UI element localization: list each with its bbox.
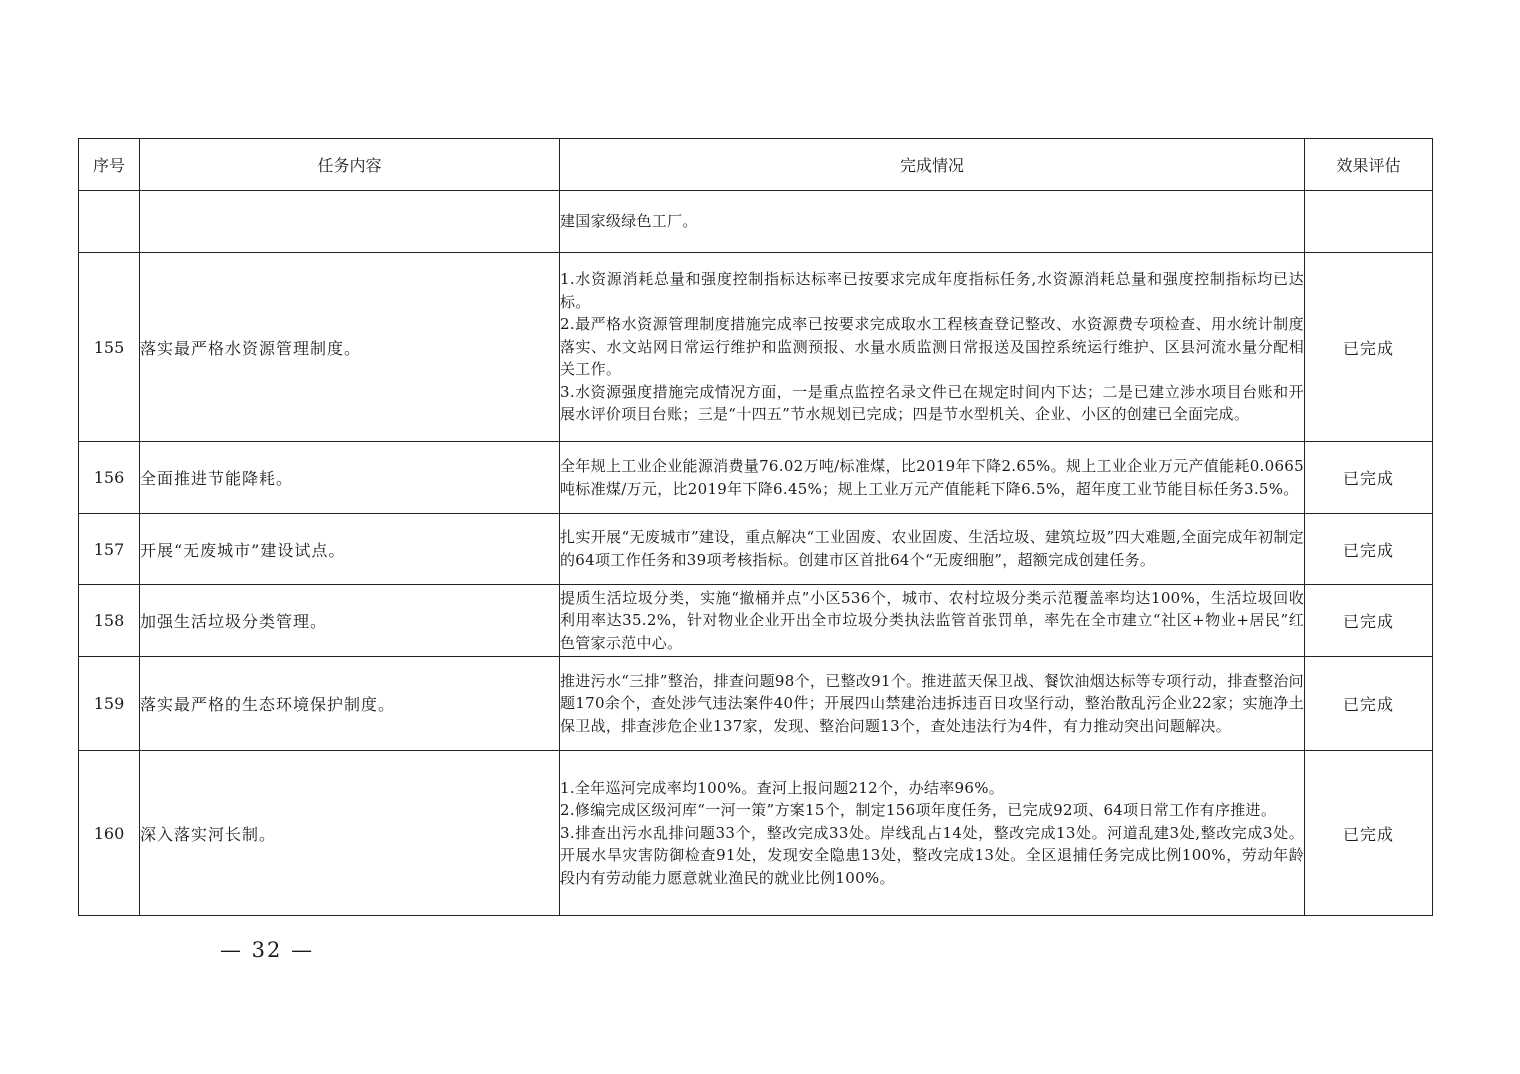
- row-seq: 159: [79, 657, 140, 751]
- row-eval: 已完成: [1305, 657, 1433, 751]
- row-task: 开展“无废城市”建设试点。: [140, 514, 560, 585]
- table-row: [79, 442, 1433, 514]
- table-row: [79, 514, 1433, 585]
- detail-paragraph: 推进污水“三排”整治，排查问题98个，已整改91个。推进蓝天保卫战、餐饮油烟达标等专项行动，排查整治问题170余个，查处涉气违法案件40件；开展四山禁建治违拆违百日攻坚行动，整治散乱污企业22家；实施净土保卫战，排查涉危企业137家，发现、整治问题13个，查处违法行为4件，有力推动突出问题解决。: [560, 671, 1304, 735]
- row-task: [140, 191, 560, 253]
- row-detail: [560, 751, 1305, 916]
- row-eval: 已完成: [1305, 514, 1433, 585]
- detail-paragraph: 扎实开展“无废城市”建设，重点解决“工业固废、农业固废、生活垃圾、建筑垃圾”四大难题,全面完成年初制定的64项工作任务和39项考核指标。创建市区首批64个“无废细胞”，超额完成创建任务。: [560, 528, 1304, 569]
- page-number: — 32 —: [220, 938, 315, 962]
- row-task: 深入落实河长制。: [140, 751, 560, 916]
- detail-paragraph: 1.水资源消耗总量和强度控制指标达标率已按要求完成年度指标任务,水资源消耗总量和强度控制指标均已达标。: [560, 269, 1304, 311]
- detail-paragraph: 提质生活垃圾分类，实施“撤桶并点”小区536个，城市、农村垃圾分类示范覆盖率均达100%，生活垃圾回收利用率达35.2%，针对物业企业开出全市垃圾分类执法监管首张罚单，率先在全市建立“社区+物业+居民”红色管家示范中心。: [560, 588, 1304, 652]
- row-detail: [560, 657, 1305, 751]
- table-header-row: [79, 139, 1433, 191]
- row-detail: [560, 514, 1305, 585]
- row-eval: 已完成: [1305, 751, 1433, 916]
- row-detail: [560, 191, 1305, 253]
- row-seq: 156: [79, 442, 140, 514]
- detail-paragraph: 1.全年巡河完成率均100%。查河上报问题212个，办结率96%。: [560, 778, 1005, 797]
- row-eval: [1305, 191, 1433, 253]
- header-eval: 效果评估: [1305, 139, 1433, 191]
- table-row: [79, 191, 1433, 253]
- header-seq: 序号: [79, 139, 140, 191]
- row-eval: 已完成: [1305, 442, 1433, 514]
- task-table: [78, 138, 1433, 916]
- row-seq: 157: [79, 514, 140, 585]
- detail-paragraph: 建国家级绿色工厂。: [560, 212, 698, 231]
- row-seq: 155: [79, 253, 140, 442]
- row-eval: 已完成: [1305, 253, 1433, 442]
- header-task: 任务内容: [140, 139, 560, 191]
- detail-paragraph: 3.水资源强度措施完成情况方面，一是重点监控名录文件已在规定时间内下达；二是已建立涉水项目台账和开展水评价项目台账；三是“十四五”节水规划已完成；四是节水型机关、企业、小区的创建已全面完成。: [560, 382, 1304, 424]
- row-detail: [560, 585, 1305, 657]
- row-eval: 已完成: [1305, 585, 1433, 657]
- detail-paragraph: 全年规上工业企业能源消费量76.02万吨/标准煤，比2019年下降2.65%。规上工业企业万元产值能耗0.0665吨标准煤/万元，比2019年下降6.45%；规上工业万元产值能耗下降6.5%，超年度工业节能目标任务3.5%。: [560, 456, 1304, 498]
- row-task: 落实最严格的生态环境保护制度。: [140, 657, 560, 751]
- table-row: [79, 585, 1433, 657]
- detail-paragraph: 2.最严格水资源管理制度措施完成率已按要求完成取水工程核查登记整改、水资源费专项检查、用水统计制度落实、水文站网日常运行维护和监测预报、水量水质监测日常报送及国控系统运行维护、区县河流水量分配相关工作。: [560, 315, 1304, 379]
- row-detail: [560, 253, 1305, 442]
- table-row: [79, 751, 1433, 916]
- row-seq: [79, 191, 140, 253]
- row-task: 加强生活垃圾分类管理。: [140, 585, 560, 657]
- row-task: 全面推进节能降耗。: [140, 442, 560, 514]
- table-row: [79, 657, 1433, 751]
- row-seq: 160: [79, 751, 140, 916]
- detail-paragraph: 3.排查出污水乱排问题33个，整改完成33处。岸线乱占14处，整改完成13处。河道乱建3处,整改完成3处。开展水旱灾害防御检查91处，发现安全隐患13处，整改完成13处。全区退捕任务完成比例100%，劳动年龄段内有劳动能力愿意就业渔民的就业比例100%。: [560, 823, 1304, 887]
- header-status: 完成情况: [560, 139, 1305, 191]
- row-detail: [560, 442, 1305, 514]
- table-row: [79, 253, 1433, 442]
- detail-paragraph: 2.修编完成区级河库“一河一策”方案15个，制定156项年度任务，已完成92项、64项日常工作有序推进。: [560, 801, 1277, 820]
- row-seq: 158: [79, 585, 140, 657]
- row-task: 落实最严格水资源管理制度。: [140, 253, 560, 442]
